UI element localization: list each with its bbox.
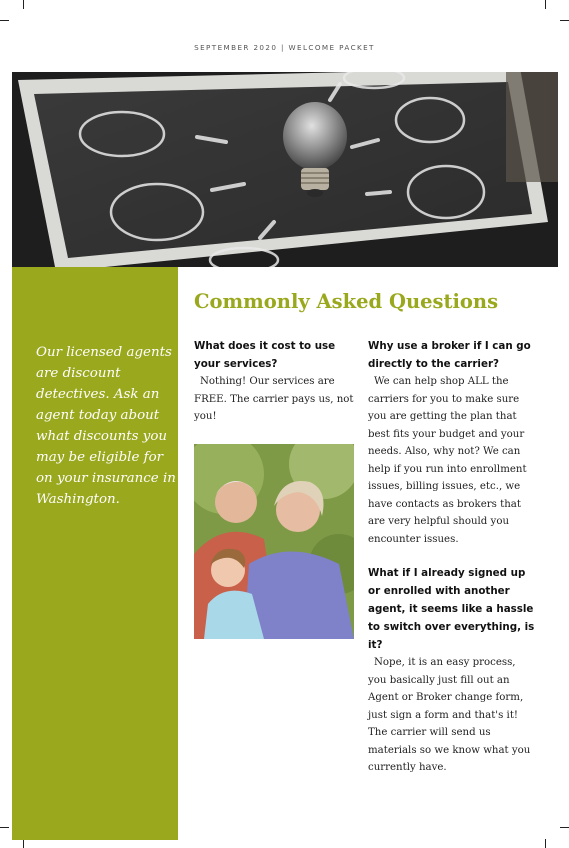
crop-mark — [0, 827, 9, 828]
crop-mark — [23, 0, 24, 9]
faq-question: Why use a broker if I can go directly to the carrier? — [368, 340, 531, 370]
page-header: SEPTEMBER 2020 | WELCOME PACKET — [194, 43, 375, 52]
sidebar-quote: Our licensed agents are discount detectives. Ask an agent today about what discounts you may be eligible for on your insurance in Washington. — [36, 345, 176, 507]
page-title: Commonly Asked Questions — [194, 290, 499, 313]
crop-mark — [545, 839, 546, 848]
grandparents-child-photo — [194, 444, 354, 639]
hero-image — [12, 72, 558, 267]
crop-mark — [0, 20, 9, 21]
family-photo — [194, 444, 354, 639]
spacer — [368, 548, 536, 564]
faq-answer: Nope, it is an easy process, you basically just fill out an Agent or Broker change form, just sign a form and that's it! The carrier will send us materials so we know what you currently have. — [368, 657, 531, 773]
faq-question: What if I already signed up or enrolled with another agent, it seems like a hassle to switch over everything, is it? — [368, 567, 535, 651]
crop-mark — [23, 839, 24, 848]
faq-column-left — [194, 337, 360, 426]
faq-column-right — [368, 337, 536, 777]
sidebar-panel — [12, 267, 178, 840]
chalkboard-lightbulb-illustration — [12, 72, 558, 267]
crop-mark — [560, 20, 569, 21]
crop-mark — [560, 827, 569, 828]
faq-answer: We can help shop ALL the carriers for you to make sure you are getting the plan that best fits your budget and your needs. Also, why not? We can help if you run into enrollment issues, billing issues, etc., we have contacts as brokers that are very helpful should you encounter issues. — [368, 376, 527, 545]
crop-mark — [545, 0, 546, 9]
faq-answer: Nothing! Our services are FREE. The carrier pays us, not you! — [194, 376, 354, 422]
faq-question: What does it cost to use your services? — [194, 340, 336, 370]
